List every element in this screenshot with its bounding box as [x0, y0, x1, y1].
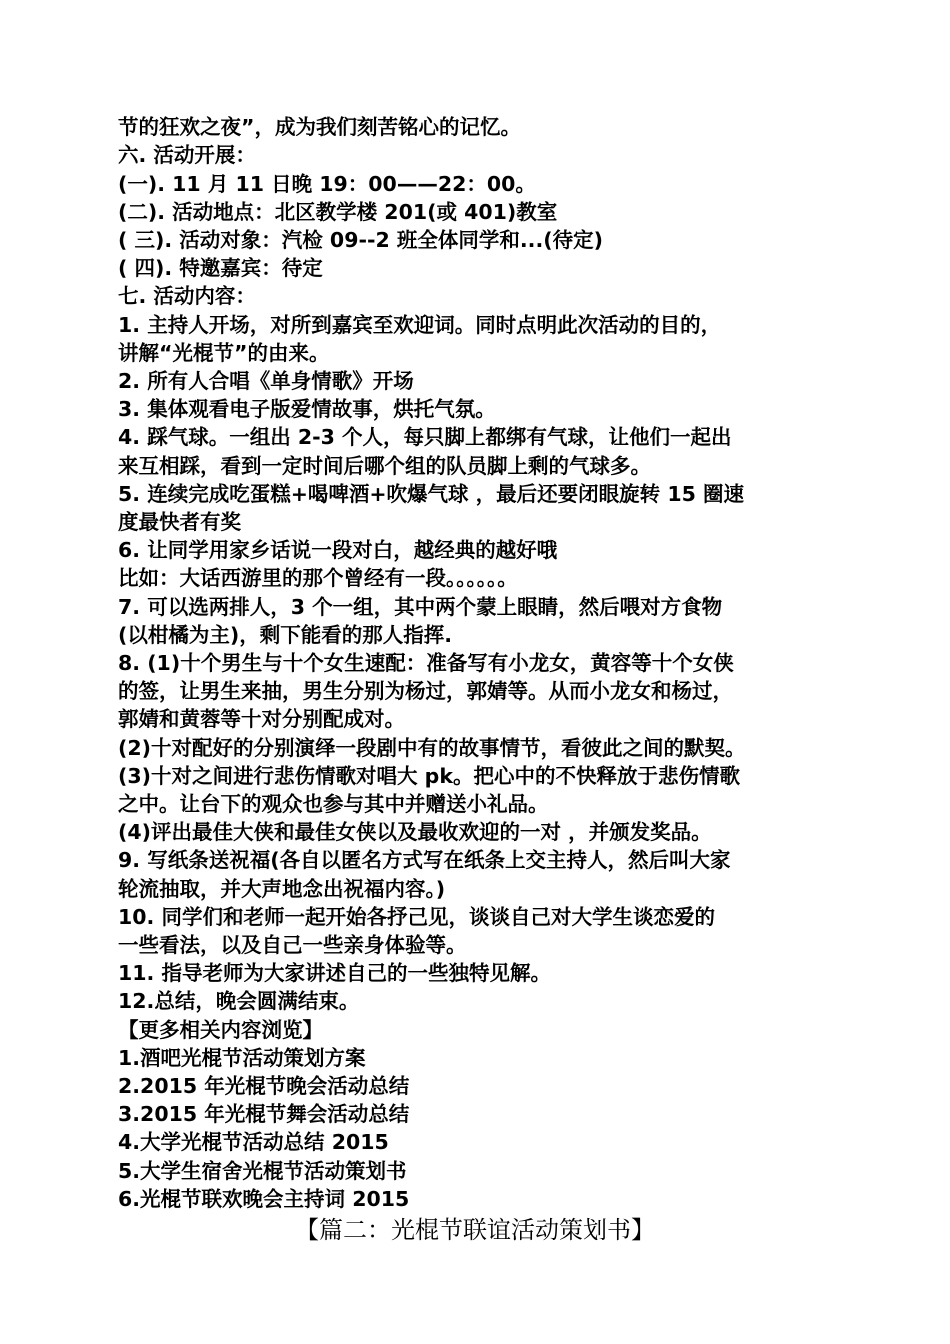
text-line: (一). 11 月 11 日晚 19：00——22：00。: [118, 172, 536, 196]
text-line: 5. 连续完成吃蛋糕+喝啤酒+吹爆气球 ，最后还要闭眼旋转 15 圈速: [118, 482, 744, 506]
related-link[interactable]: 6.光棍节联欢晚会主持词 2015: [118, 1187, 410, 1211]
text-line: 之中。让台下的观众也参与其中并赠送小礼品。: [118, 792, 549, 816]
related-link[interactable]: 5.大学生宿舍光棍节活动策划书: [118, 1159, 407, 1183]
section-heading: 六. 活动开展：: [118, 143, 256, 167]
footer-section-title: 【篇二：光棍节联谊活动策划书】: [295, 1216, 655, 1244]
text-line: 8. (1)十个男生与十个女生速配：准备写有小龙女，黄容等十个女侠: [118, 651, 734, 675]
related-heading: 【更多相关内容浏览】: [118, 1018, 323, 1042]
text-line: 轮流抽取，并大声地念出祝福内容。): [118, 877, 446, 901]
text-line: 比如：大话西游里的那个曾经有一段。。。。。。: [118, 566, 518, 590]
related-link[interactable]: 1.酒吧光棍节活动策划方案: [118, 1046, 366, 1070]
text-line: 4. 踩气球。一组出 2-3 个人，每只脚上都绑有气球，让他们一起出: [118, 425, 732, 449]
text-line: 6. 让同学用家乡话说一段对白，越经典的越好哦: [118, 538, 558, 562]
related-link[interactable]: 2.2015 年光棍节晚会活动总结: [118, 1074, 410, 1098]
text-line: 讲解“光棍节”的由来。: [118, 341, 330, 365]
text-line: 10. 同学们和老师一起开始各抒己见，谈谈自己对大学生谈恋爱的: [118, 905, 715, 929]
text-line: 来互相踩，看到一定时间后哪个组的队员脚上剩的气球多。: [118, 454, 651, 478]
text-line: 12.总结，晚会圆满结束。: [118, 989, 360, 1013]
text-line: 11. 指导老师为大家讲述自己的一些独特见解。: [118, 961, 551, 985]
text-line: (以柑橘为主)，剩下能看的那人指挥.: [118, 623, 453, 647]
text-line: 2. 所有人合唱《单身情歌》开场: [118, 369, 414, 393]
section-heading: 七. 活动内容：: [118, 284, 256, 308]
text-line: (二). 活动地点：北区教学楼 201(或 401)教室: [118, 200, 558, 224]
text-line: (3)十对之间进行悲伤情歌对唱大 pk。把心中的不快释放于悲伤情歌: [118, 764, 740, 788]
text-line: 9. 写纸条送祝福(各自以匿名方式写在纸条上交主持人，然后叫大家: [118, 848, 731, 872]
text-line: 郭婧和黄蓉等十对分别配成对。: [118, 707, 405, 731]
text-line: 7. 可以选两排人，3 个一组，其中两个蒙上眼睛，然后喂对方食物: [118, 595, 723, 619]
related-link[interactable]: 3.2015 年光棍节舞会活动总结: [118, 1102, 410, 1126]
text-line: ( 四). 特邀嘉宾：待定: [118, 256, 323, 280]
text-line: 度最快者有奖: [118, 510, 241, 534]
text-line: (2)十对配好的分别演绎一段剧中有的故事情节，看彼此之间的默契。: [118, 736, 746, 760]
text-line: (4)评出最佳大侠和最佳女侠以及最收欢迎的一对 ，并颁发奖品。: [118, 820, 712, 844]
text-line: 3. 集体观看电子版爱情故事，烘托气氛。: [118, 397, 496, 421]
text-line: ( 三). 活动对象：汽检 09--2 班全体同学和...(待定): [118, 228, 603, 252]
text-line: 一些看法，以及自己一些亲身体验等。: [118, 933, 467, 957]
text-line: 节的狂欢之夜”，成为我们刻苦铭心的记忆。: [118, 115, 521, 139]
text-line: 的签，让男生来抽，男生分别为杨过，郭婧等。从而小龙女和杨过，: [118, 679, 733, 703]
text-line: 1. 主持人开场，对所到嘉宾至欢迎词。同时点明此次活动的目的，: [118, 313, 722, 337]
related-link[interactable]: 4.大学光棍节活动总结 2015: [118, 1130, 389, 1154]
